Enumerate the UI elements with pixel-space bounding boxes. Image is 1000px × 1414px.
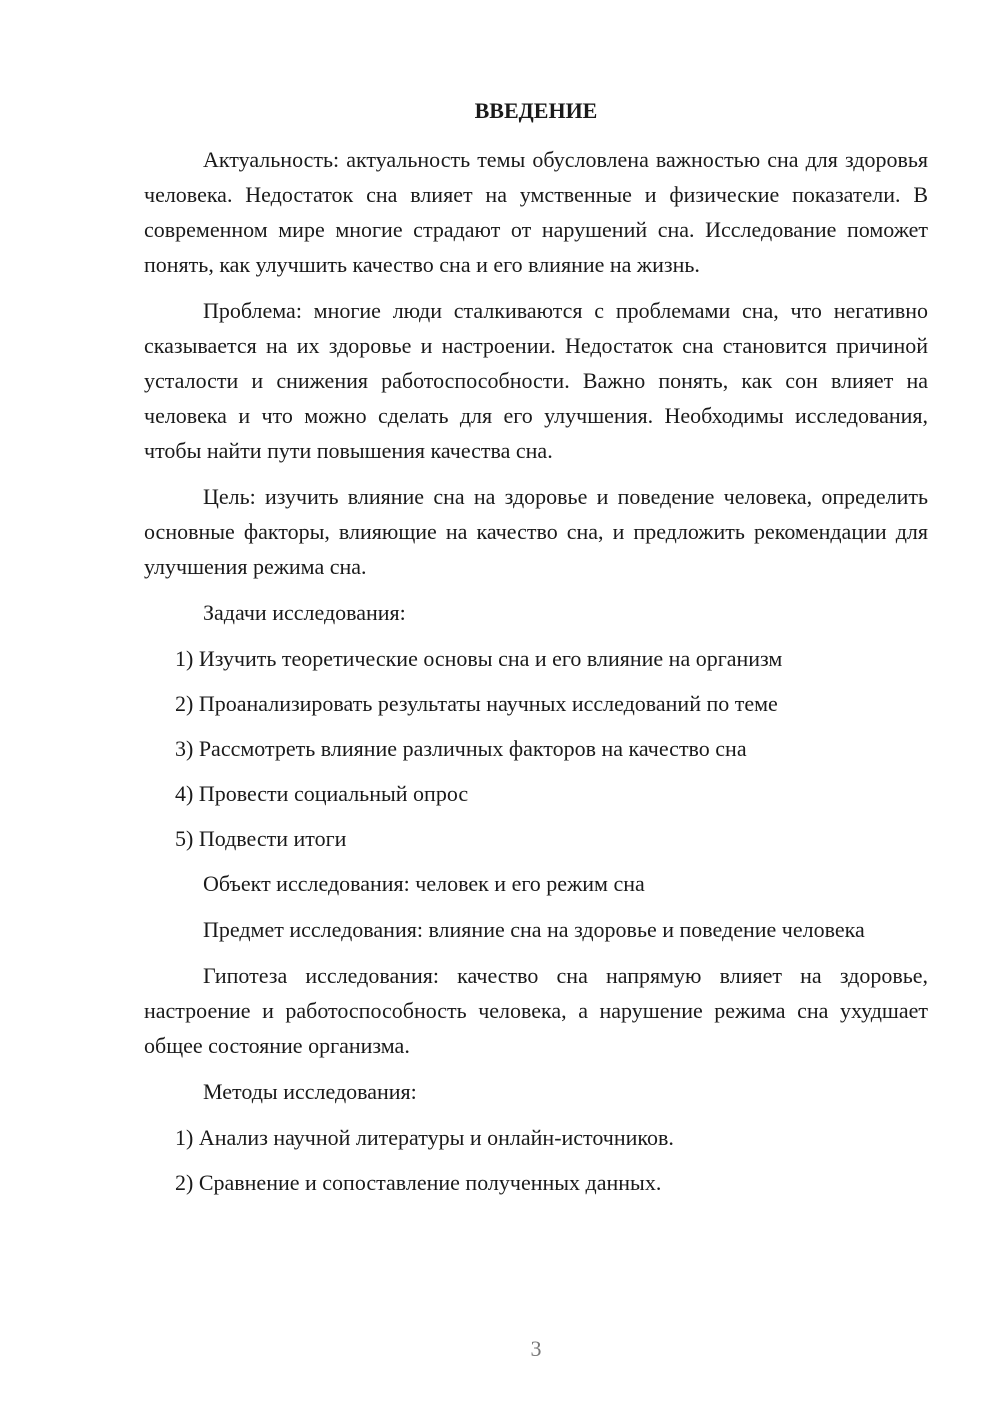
list-item: 1) Анализ научной литературы и онлайн-источников. — [175, 1125, 674, 1150]
relevance-paragraph: Актуальность: актуальность темы обусловлена важностью сна для здоровья человека. Недостаток сна влияет на умственные и физические показатели. В современном мире многие страдают от нарушений сна. Исследование поможет понять, как улучшить качество сна и его влияние на жизнь. — [144, 147, 928, 277]
hypothesis-paragraph: Гипотеза исследования: качество сна напрямую влияет на здоровье, настроение и работоспособность человека, а нарушение режима сна ухудшает общее состояние организма. — [144, 963, 928, 1058]
list-item: 3) Рассмотреть влияние различных факторов на качество сна — [175, 736, 747, 761]
tasks-title: Задачи исследования: — [203, 600, 406, 625]
methods-title: Методы исследования: — [203, 1079, 417, 1104]
list-item: 2) Проанализировать результаты научных исследований по теме — [175, 691, 778, 716]
list-item: 5) Подвести итоги — [175, 826, 347, 851]
list-item: 2) Сравнение и сопоставление полученных данных. — [175, 1170, 662, 1195]
subject-paragraph: Предмет исследования: влияние сна на здоровье и поведение человека — [203, 917, 865, 942]
problem-paragraph: Проблема: многие люди сталкиваются с проблемами сна, что негативно сказывается на их здоровье и настроении. Недостаток сна становится причиной усталости и снижения работоспособности. Важно понять, как сон влияет на человека и что можно сделать для его улучшения. Необходимы исследования, чтобы найти пути повышения качества сна. — [144, 298, 928, 463]
methods-list — [144, 1120, 928, 1200]
tasks-list — [144, 641, 928, 856]
section-heading: ВВЕДЕНИЕ — [474, 98, 598, 123]
body-text — [144, 142, 928, 1210]
list-item: 4) Провести социальный опрос — [175, 781, 469, 806]
goal-paragraph: Цель: изучить влияние сна на здоровье и поведение человека, определить основные факторы, влияющие на качество сна, и предложить рекомендации для улучшения режима сна. — [144, 484, 928, 579]
page-number: 3 — [530, 1336, 542, 1361]
list-item: 1) Изучить теоретические основы сна и его влияние на организм — [175, 646, 783, 671]
object-paragraph: Объект исследования: человек и его режим сна — [203, 871, 645, 896]
